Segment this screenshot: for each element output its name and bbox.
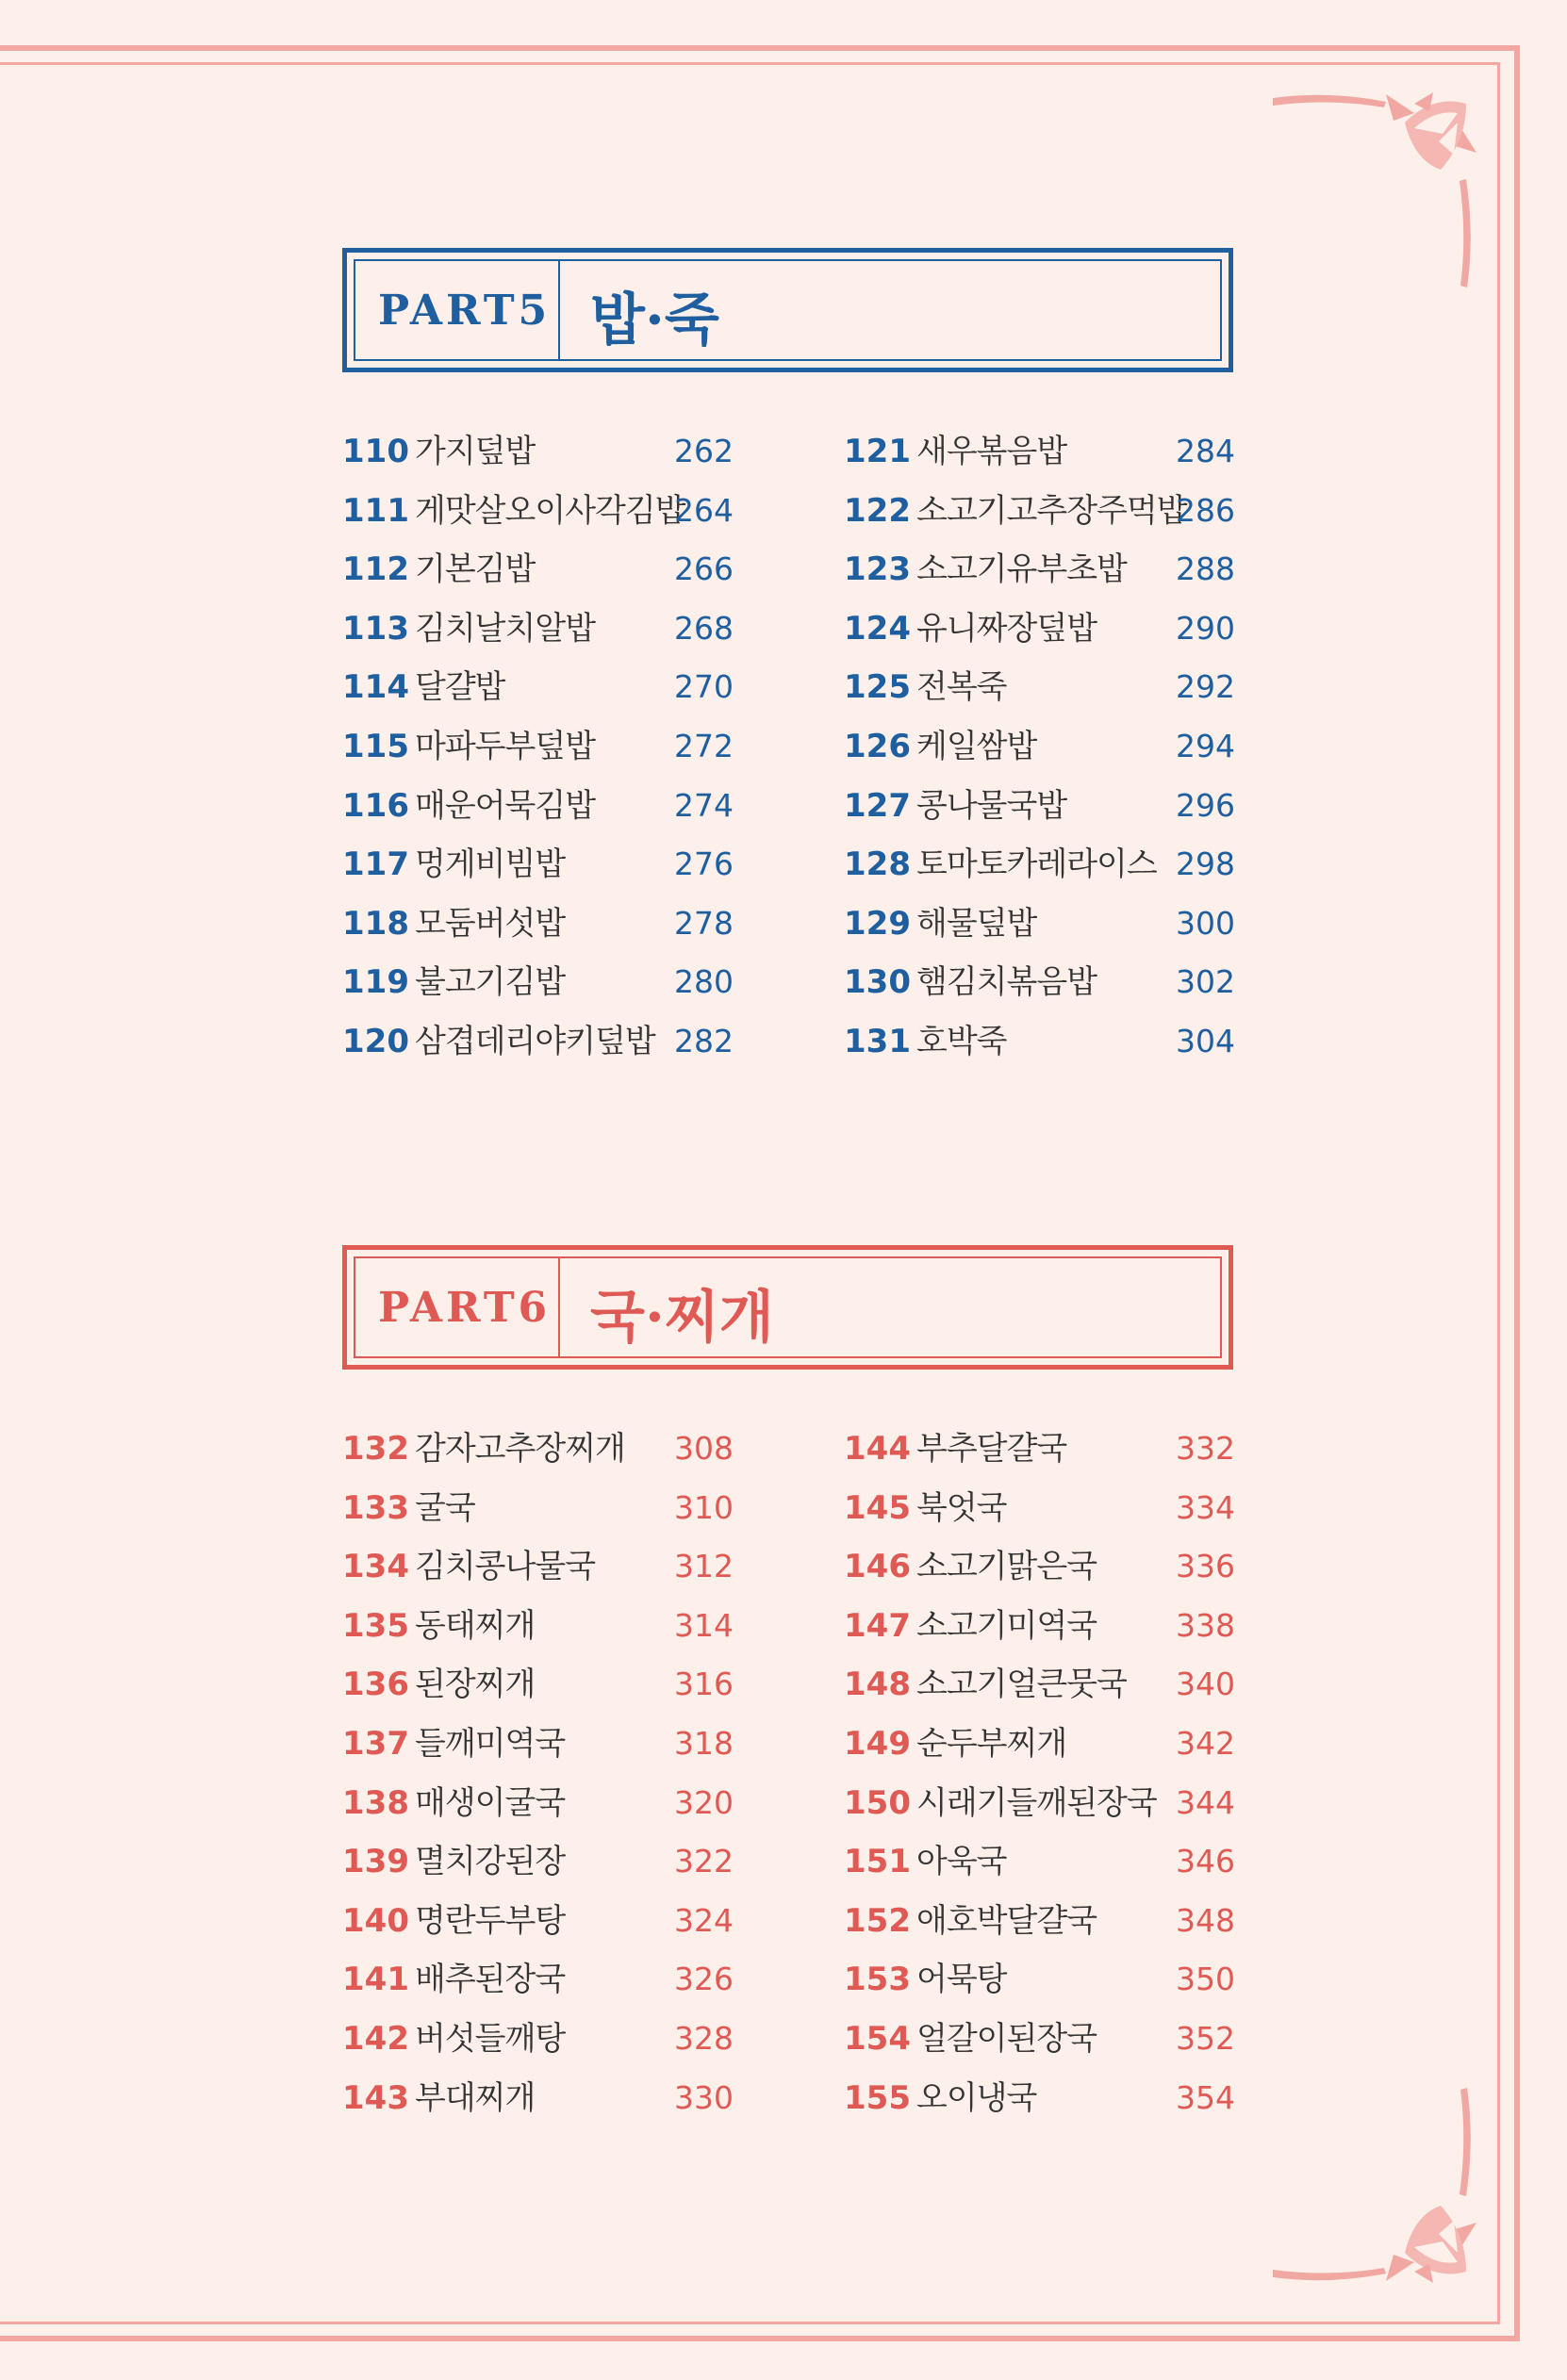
- entry-name: 오이냉국: [915, 2078, 1037, 2117]
- entry-name: 소고기얼큰뭇국: [915, 1666, 1127, 1704]
- toc-entry[interactable]: [844, 895, 1235, 954]
- entry-page: 338: [1176, 1606, 1235, 1644]
- entry-page: 300: [1176, 904, 1235, 942]
- part5-right-column: [844, 422, 1235, 1072]
- toc-entry[interactable]: [844, 599, 1235, 659]
- toc-entry[interactable]: [844, 1655, 1235, 1715]
- toc-entry[interactable]: [342, 953, 734, 1012]
- entry-name: 순두부찌개: [915, 1724, 1067, 1763]
- entry-number: 132: [342, 1430, 409, 1468]
- entry-number: 141: [342, 1961, 409, 1999]
- toc-entry[interactable]: [844, 1597, 1235, 1656]
- entry-name: 게맛살오이사각김밥: [414, 491, 685, 530]
- entry-page: 330: [674, 2078, 734, 2116]
- entry-number: 117: [342, 845, 409, 884]
- toc-entry[interactable]: [342, 1420, 734, 1479]
- toc-entry[interactable]: [844, 1537, 1235, 1597]
- entry-number: 110: [342, 433, 409, 470]
- entry-page: 298: [1176, 845, 1235, 883]
- entry-name: 부대찌개: [414, 2078, 536, 2117]
- entry-name: 새우볶음밥: [915, 433, 1067, 470]
- part6-title: 국·찌개: [590, 1285, 774, 1351]
- entry-name: 호박죽: [915, 1022, 1007, 1060]
- entry-number: 146: [844, 1548, 911, 1586]
- entry-name: 애호박달걀국: [915, 1901, 1097, 1940]
- entry-name: 토마토카레라이스: [915, 845, 1157, 884]
- entry-page: 292: [1176, 668, 1235, 706]
- entry-page: 328: [674, 2019, 734, 2057]
- toc-entry[interactable]: [844, 540, 1235, 599]
- entry-number: 125: [844, 668, 911, 707]
- entry-number: 134: [342, 1548, 409, 1586]
- entry-number: 139: [342, 1843, 409, 1881]
- entry-number: 126: [844, 727, 911, 765]
- entry-name: 소고기미역국: [915, 1606, 1097, 1645]
- part6-right-column: [844, 1420, 1235, 2127]
- entry-name: 매생이굴국: [414, 1783, 566, 1822]
- toc-entry[interactable]: [844, 658, 1235, 717]
- entry-name: 마파두부덮밥: [414, 727, 596, 765]
- entry-name: 전복죽: [915, 668, 1007, 707]
- entry-number: 127: [844, 786, 911, 825]
- entry-page: 324: [674, 1901, 734, 1939]
- entry-page: 266: [674, 550, 734, 588]
- entry-name: 달걀밥: [414, 668, 505, 707]
- entry-number: 148: [844, 1666, 911, 1704]
- toc-entry[interactable]: [342, 1832, 734, 1892]
- entry-name: 기본김밥: [414, 550, 536, 589]
- entry-number: 140: [342, 1901, 409, 1940]
- entry-name: 아욱국: [915, 1843, 1007, 1881]
- entry-page: 322: [674, 1843, 734, 1880]
- entry-name: 멍게비빔밥: [414, 845, 566, 884]
- toc-entry[interactable]: [342, 1715, 734, 1774]
- entry-number: 116: [342, 786, 409, 825]
- toc-entry[interactable]: [844, 482, 1235, 541]
- entry-name: 배추된장국: [414, 1961, 566, 1999]
- entry-name: 멸치강된장: [414, 1843, 566, 1881]
- entry-page: 314: [674, 1606, 734, 1644]
- entry-page: 310: [674, 1488, 734, 1526]
- entry-number: 143: [342, 2078, 409, 2117]
- toc-entry[interactable]: [342, 835, 734, 895]
- entry-name: 소고기맑은국: [915, 1548, 1097, 1586]
- header-divider: [558, 1256, 560, 1358]
- toc-entry[interactable]: [342, 1597, 734, 1656]
- entry-page: 270: [674, 668, 734, 706]
- entry-number: 152: [844, 1901, 911, 1940]
- entry-name: 햄김치볶음밥: [915, 963, 1097, 1002]
- toc-entry[interactable]: [844, 1832, 1235, 1892]
- entry-page: 320: [674, 1783, 734, 1821]
- entry-page: 286: [1176, 491, 1235, 529]
- part5-label: PART5: [378, 287, 552, 335]
- entry-name: 해물덮밥: [915, 904, 1037, 943]
- toc-entry[interactable]: [342, 1537, 734, 1597]
- entry-name: 얼갈이된장국: [915, 2019, 1097, 2058]
- entry-number: 149: [844, 1724, 911, 1763]
- entry-page: 284: [1176, 433, 1235, 469]
- entry-number: 145: [844, 1488, 911, 1527]
- entry-name: 소고기고추장주먹밥: [915, 491, 1187, 530]
- entry-number: 136: [342, 1666, 409, 1704]
- toc-entry[interactable]: [844, 1950, 1235, 2010]
- entry-page: 280: [674, 963, 734, 1001]
- toc-entry[interactable]: [342, 658, 734, 717]
- toc-entry[interactable]: [844, 1774, 1235, 1833]
- entry-number: 138: [342, 1783, 409, 1822]
- entry-name: 김치콩나물국: [414, 1548, 596, 1586]
- entry-page: 304: [1176, 1022, 1235, 1059]
- entry-number: 123: [844, 550, 911, 589]
- entry-name: 김치날치알밥: [414, 609, 596, 648]
- part5-section: [342, 248, 1235, 1060]
- entry-page: 332: [1176, 1430, 1235, 1467]
- entry-name: 불고기김밥: [414, 963, 566, 1002]
- toc-entry[interactable]: [342, 2069, 734, 2128]
- entry-number: 119: [342, 963, 409, 1002]
- corner-ornament-top-icon: [1273, 85, 1480, 292]
- toc-entry[interactable]: [342, 2010, 734, 2069]
- entry-name: 동태찌개: [414, 1606, 536, 1645]
- entry-page: 262: [674, 433, 734, 469]
- entry-name: 부추달걀국: [915, 1430, 1067, 1468]
- entry-number: 131: [844, 1022, 911, 1060]
- toc-entry[interactable]: [844, 2069, 1235, 2128]
- entry-name: 가지덮밥: [414, 433, 536, 470]
- entry-number: 114: [342, 668, 409, 707]
- entry-name: 어묵탕: [915, 1961, 1007, 1999]
- entry-number: 112: [342, 550, 409, 589]
- entry-number: 128: [844, 845, 911, 884]
- entry-name: 굴국: [414, 1488, 475, 1527]
- entry-page: 308: [674, 1430, 734, 1467]
- entry-name: 매운어묵김밥: [414, 786, 596, 825]
- entry-number: 155: [844, 2078, 911, 2117]
- toc-entry[interactable]: [844, 422, 1235, 482]
- corner-ornament-bottom-icon: [1273, 2083, 1480, 2290]
- entry-page: 276: [674, 845, 734, 883]
- entry-number: 111: [342, 491, 409, 530]
- entry-name: 들깨미역국: [414, 1724, 566, 1763]
- entry-number: 124: [844, 609, 911, 648]
- toc-entry[interactable]: [844, 1420, 1235, 1479]
- entry-number: 121: [844, 433, 911, 470]
- part5-header: [342, 248, 1233, 372]
- entry-number: 133: [342, 1488, 409, 1527]
- entry-page: 342: [1176, 1724, 1235, 1762]
- part6-left-column: [342, 1420, 734, 2127]
- entry-number: 154: [844, 2019, 911, 2058]
- toc-entry[interactable]: [342, 1892, 734, 1951]
- entry-page: 350: [1176, 1961, 1235, 1998]
- entry-number: 147: [844, 1606, 911, 1645]
- part5-title: 밥·죽: [590, 287, 719, 353]
- entry-page: 316: [674, 1666, 734, 1703]
- header-divider: [558, 259, 560, 361]
- toc-entry[interactable]: [342, 895, 734, 954]
- entry-page: 294: [1176, 727, 1235, 764]
- part6-label: PART6: [378, 1284, 552, 1332]
- entry-name: 삼겹데리야키덮밥: [414, 1022, 655, 1060]
- entry-page: 302: [1176, 963, 1235, 1001]
- part6-header: [342, 1245, 1233, 1370]
- entry-page: 354: [1176, 2078, 1235, 2116]
- entry-page: 288: [1176, 550, 1235, 588]
- entry-name: 케일쌈밥: [915, 727, 1037, 765]
- toc-entry[interactable]: [342, 1655, 734, 1715]
- entry-page: 326: [674, 1961, 734, 1998]
- entry-name: 콩나물국밥: [915, 786, 1067, 825]
- toc-entry[interactable]: [844, 1892, 1235, 1951]
- part5-left-column: [342, 422, 734, 1072]
- toc-entry[interactable]: [342, 422, 734, 482]
- entry-page: 344: [1176, 1783, 1235, 1821]
- toc-entry[interactable]: [342, 777, 734, 836]
- entry-page: 340: [1176, 1666, 1235, 1703]
- entry-page: 312: [674, 1548, 734, 1585]
- entry-page: 346: [1176, 1843, 1235, 1880]
- toc-entry[interactable]: [342, 1479, 734, 1538]
- entry-number: 113: [342, 609, 409, 648]
- entry-name: 시래기들깨된장국: [915, 1783, 1157, 1822]
- entry-number: 150: [844, 1783, 911, 1822]
- toc-entry[interactable]: [342, 482, 734, 541]
- entry-page: 278: [674, 904, 734, 942]
- toc-entry[interactable]: [342, 599, 734, 659]
- entry-number: 118: [342, 904, 409, 943]
- entry-number: 115: [342, 727, 409, 765]
- entry-number: 151: [844, 1843, 911, 1881]
- entry-name: 된장찌개: [414, 1666, 536, 1704]
- toc-entry[interactable]: [342, 1950, 734, 2010]
- entry-page: 282: [674, 1022, 734, 1059]
- toc-entry[interactable]: [342, 1012, 734, 1072]
- entry-name: 버섯들깨탕: [414, 2019, 566, 2058]
- entry-page: 336: [1176, 1548, 1235, 1585]
- entry-page: 274: [674, 786, 734, 824]
- entry-number: 135: [342, 1606, 409, 1645]
- entry-page: 352: [1176, 2019, 1235, 2057]
- entry-number: 120: [342, 1022, 409, 1060]
- entry-page: 296: [1176, 786, 1235, 824]
- entry-number: 129: [844, 904, 911, 943]
- toc-entry[interactable]: [844, 2010, 1235, 2069]
- entry-number: 144: [844, 1430, 911, 1468]
- toc-entry[interactable]: [844, 777, 1235, 836]
- entry-page: 348: [1176, 1901, 1235, 1939]
- toc-entry[interactable]: [844, 953, 1235, 1012]
- entry-name: 유니짜장덮밥: [915, 609, 1097, 648]
- entry-page: 318: [674, 1724, 734, 1762]
- entry-number: 137: [342, 1724, 409, 1763]
- toc-entry[interactable]: [844, 1715, 1235, 1774]
- entry-number: 142: [342, 2019, 409, 2058]
- entry-number: 130: [844, 963, 911, 1002]
- entry-name: 명란두부탕: [414, 1901, 566, 1940]
- entry-name: 소고기유부초밥: [915, 550, 1127, 589]
- entry-page: 264: [674, 491, 734, 529]
- entry-name: 모둠버섯밥: [414, 904, 566, 943]
- entry-page: 290: [1176, 609, 1235, 647]
- entry-name: 감자고추장찌개: [414, 1430, 625, 1468]
- part6-section: [342, 1245, 1235, 2117]
- entry-page: 334: [1176, 1488, 1235, 1526]
- toc-entry[interactable]: [844, 1479, 1235, 1538]
- entry-number: 122: [844, 491, 911, 530]
- toc-entry[interactable]: [844, 835, 1235, 895]
- entry-page: 268: [674, 609, 734, 647]
- entry-page: 272: [674, 727, 734, 764]
- entry-number: 153: [844, 1961, 911, 1999]
- toc-entry[interactable]: [844, 717, 1235, 777]
- toc-entry[interactable]: [342, 1774, 734, 1833]
- toc-entry[interactable]: [844, 1012, 1235, 1072]
- toc-entry[interactable]: [342, 540, 734, 599]
- toc-entry[interactable]: [342, 717, 734, 777]
- entry-name: 북엇국: [915, 1488, 1007, 1527]
